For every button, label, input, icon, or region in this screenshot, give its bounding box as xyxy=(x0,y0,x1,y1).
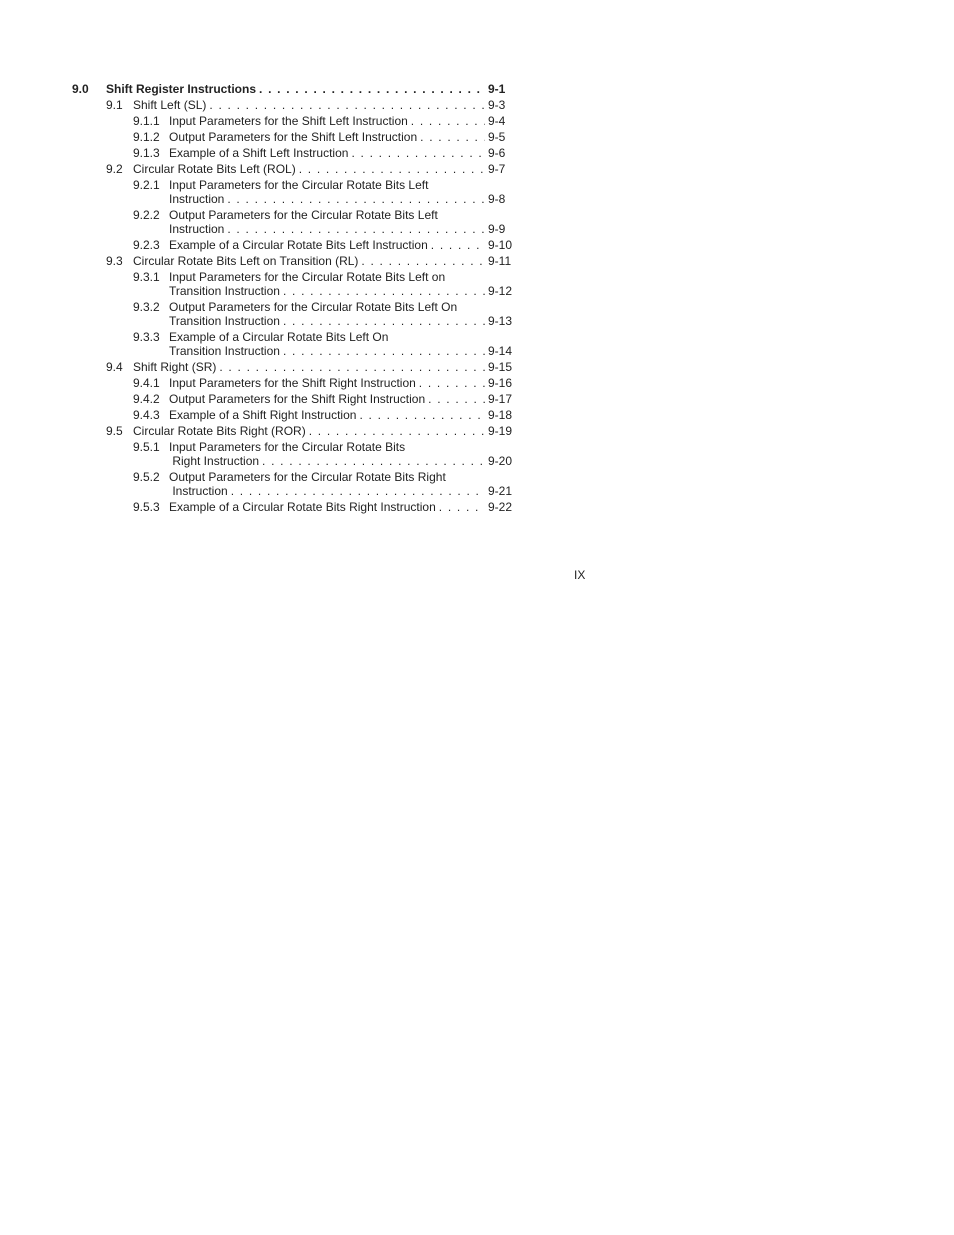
dot-leader xyxy=(419,376,485,390)
toc-entry-page: 9-3 xyxy=(488,98,506,112)
toc-entry[interactable] xyxy=(72,270,513,298)
dot-leader xyxy=(359,408,485,422)
dot-leader xyxy=(299,162,485,176)
toc-entry-title-line: Circular Rotate Bits Left (ROL) xyxy=(133,162,296,176)
toc-entry-title-line: Input Parameters for the Circular Rotate Bits Left on xyxy=(169,270,446,284)
toc-entry-title-line: Transition Instruction xyxy=(169,344,280,358)
toc-entry[interactable] xyxy=(72,114,513,128)
toc-entry-number: 9.1.2 xyxy=(133,130,160,144)
toc-entry-title-line: Transition Instruction xyxy=(169,314,280,328)
toc-entry-title-line: Right Instruction xyxy=(169,454,260,468)
toc-entry-page: 9-17 xyxy=(488,392,513,406)
toc-entry-title-line: Output Parameters for the Shift Right Instruction xyxy=(169,392,426,406)
toc-entry-page: 9-7 xyxy=(488,162,506,176)
dot-leader xyxy=(283,344,485,358)
dot-leader xyxy=(227,192,485,206)
dot-leader xyxy=(439,500,485,514)
dot-leader xyxy=(283,284,485,298)
toc-entry-page: 9-18 xyxy=(488,408,513,422)
dot-leader xyxy=(431,238,485,252)
toc-entry-title-line: Input Parameters for the Circular Rotate Bits xyxy=(169,440,406,454)
toc-entry[interactable] xyxy=(72,408,513,422)
toc-entry-number: 9.2 xyxy=(106,162,123,176)
toc-entry-number: 9.2.2 xyxy=(133,208,160,222)
toc-entry-title-line: Circular Rotate Bits Right (ROR) xyxy=(133,424,306,438)
toc-entry-title-line: Instruction xyxy=(169,222,225,236)
toc-entry-page: 9-9 xyxy=(488,222,506,236)
toc-entry[interactable] xyxy=(72,146,513,160)
toc-entry-page: 9-13 xyxy=(488,314,513,328)
toc-chapter-title: Shift Register Instructions xyxy=(106,82,257,96)
toc-entry-title-line: Input Parameters for the Shift Right Instruction xyxy=(169,376,416,390)
toc-entry[interactable] xyxy=(72,330,513,358)
toc-entry-title-line: Instruction xyxy=(169,484,228,498)
toc-chapter-number: 9.0 xyxy=(72,82,89,96)
toc-entry-title-line: Example of a Shift Left Instruction xyxy=(169,146,349,160)
toc-entry[interactable] xyxy=(72,500,513,514)
dot-leader xyxy=(227,222,485,236)
toc-entry-number: 9.4.2 xyxy=(133,392,160,406)
toc-entry-number: 9.4.1 xyxy=(133,376,160,390)
toc-entry[interactable] xyxy=(72,130,513,144)
toc-entry-title-line: Example of a Circular Rotate Bits Left On xyxy=(169,330,389,344)
toc-entry-number: 9.5.1 xyxy=(133,440,160,454)
toc-entry[interactable] xyxy=(72,162,513,176)
toc-entry-title-line: Output Parameters for the Shift Left Instruction xyxy=(169,130,418,144)
toc-entry[interactable] xyxy=(72,376,513,390)
toc-entry-title-line: Input Parameters for the Shift Left Instruction xyxy=(169,114,408,128)
toc-entry-page: 9-10 xyxy=(488,238,513,252)
toc-entry-number: 9.1.1 xyxy=(133,114,160,128)
toc-chapter-entry[interactable] xyxy=(72,82,513,96)
toc-entry-title-line: Example of a Circular Rotate Bits Right Instruction xyxy=(169,500,436,514)
toc-entry[interactable] xyxy=(72,98,513,112)
toc-entry-title-line: Example of a Circular Rotate Bits Left Instruction xyxy=(169,238,428,252)
toc-entry-number: 9.1 xyxy=(106,98,123,112)
page-folio: IX xyxy=(574,568,586,582)
toc-entry-title-line: Shift Right (SR) xyxy=(133,360,217,374)
toc-entry-number: 9.3 xyxy=(106,254,123,268)
toc-entry[interactable] xyxy=(72,470,513,498)
toc-entry-title-line: Transition Instruction xyxy=(169,284,280,298)
toc-entry-page: 9-19 xyxy=(488,424,513,438)
toc-entry-page: 9-11 xyxy=(488,254,512,268)
toc-entry-title-line: Output Parameters for the Circular Rotate Bits Left xyxy=(169,208,438,222)
toc-entry-title-line: Input Parameters for the Circular Rotate Bits Left xyxy=(169,178,429,192)
dot-leader xyxy=(259,82,485,96)
toc-entry-title-line: Instruction xyxy=(169,192,225,206)
toc-entry-number: 9.3.3 xyxy=(133,330,160,344)
toc-entry-number: 9.3.2 xyxy=(133,300,160,314)
toc-chapter-page: 9-1 xyxy=(488,82,506,96)
toc-entry[interactable] xyxy=(72,254,513,268)
dot-leader xyxy=(411,114,485,128)
dot-leader xyxy=(361,254,485,268)
toc-entry-title-line: Circular Rotate Bits Left on Transition (RL) xyxy=(133,254,359,268)
toc-entry-number: 9.5 xyxy=(106,424,123,438)
toc-entry-page: 9-5 xyxy=(488,130,506,144)
toc-entry-number: 9.1.3 xyxy=(133,146,160,160)
toc-entry-number: 9.4 xyxy=(106,360,123,374)
toc-entry-page: 9-20 xyxy=(488,454,513,468)
toc-entry-page: 9-12 xyxy=(488,284,513,298)
toc-entry[interactable] xyxy=(72,178,513,206)
toc-entry[interactable] xyxy=(72,208,513,236)
toc-entry-page: 9-16 xyxy=(488,376,513,390)
toc-entry-title-line: Shift Left (SL) xyxy=(133,98,207,112)
toc-entry-number: 9.2.1 xyxy=(133,178,160,192)
toc-entry-page: 9-4 xyxy=(488,114,506,128)
dot-leader xyxy=(209,98,485,112)
toc-entry-number: 9.3.1 xyxy=(133,270,160,284)
dot-leader xyxy=(231,484,485,498)
dot-leader xyxy=(219,360,485,374)
toc-entry-title-line: Output Parameters for the Circular Rotate Bits Left On xyxy=(169,300,458,314)
dot-leader xyxy=(309,424,485,438)
dot-leader xyxy=(428,392,485,406)
toc-entry[interactable] xyxy=(72,392,513,406)
toc-entry-number: 9.4.3 xyxy=(133,408,160,422)
toc-entry-page: 9-8 xyxy=(488,192,506,206)
toc-entry-number: 9.5.2 xyxy=(133,470,160,484)
toc-entry-number: 9.2.3 xyxy=(133,238,160,252)
toc-entry-title-line: Example of a Shift Right Instruction xyxy=(169,408,357,422)
dot-leader xyxy=(262,454,485,468)
toc-entry-page: 9-6 xyxy=(488,146,506,160)
toc-entry[interactable] xyxy=(72,238,513,252)
toc-entry-number: 9.5.3 xyxy=(133,500,160,514)
toc-entry[interactable] xyxy=(72,424,513,438)
toc-entry-title-line: Output Parameters for the Circular Rotate Bits Right xyxy=(169,470,446,484)
toc-entry[interactable] xyxy=(72,360,513,374)
dot-leader xyxy=(351,146,485,160)
toc-entry[interactable] xyxy=(72,440,513,468)
table-of-contents xyxy=(72,82,513,514)
toc-entries xyxy=(72,98,513,514)
toc-entry-page: 9-14 xyxy=(488,344,513,358)
toc-entry-page: 9-15 xyxy=(488,360,513,374)
dot-leader xyxy=(283,314,485,328)
toc-entry-page: 9-21 xyxy=(488,484,513,498)
dot-leader xyxy=(420,130,485,144)
toc-entry[interactable] xyxy=(72,300,513,328)
toc-entry-page: 9-22 xyxy=(488,500,513,514)
